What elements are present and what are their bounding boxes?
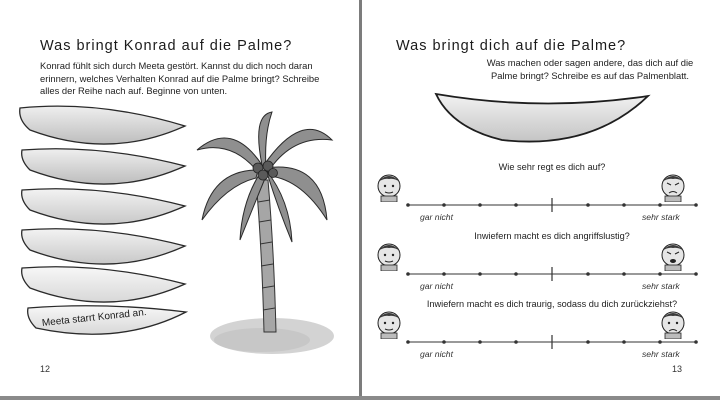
leaf-1[interactable] [20, 106, 185, 144]
scale-3-low-label: gar nicht [420, 349, 453, 359]
left-page-instructions: Konrad fühlt sich durch Meeta gestört. Kannst du dich noch daran erinnern, welches Verhalten Konrad auf die Palme bringt? Schreibe alles der Reihe nach auf. Beginne von unten. [40, 60, 320, 97]
leaf-5[interactable] [22, 267, 185, 302]
palm-leaf-writing-area[interactable] [432, 88, 652, 152]
calm-child-face-icon [374, 170, 404, 202]
angry-child-face-icon [658, 170, 688, 202]
scale-3-question: Inwiefern macht es dich traurig, sodass du dich zurückziehst? [426, 299, 678, 309]
right-page-instructions: Was machen oder sagen andere, das dich auf die Palme bringt? Schreibe es auf das Palmenblatt. [486, 57, 694, 81]
palm-tree-illustration [192, 110, 342, 360]
sad-child-face-icon [658, 307, 688, 339]
left-page [0, 0, 359, 400]
page-number-left: 12 [40, 364, 51, 374]
aggressive-child-face-icon [658, 239, 688, 271]
scale-1-high-label: sehr stark [642, 212, 680, 222]
scale-2-high-label: sehr stark [642, 281, 680, 291]
left-page-heading: Was bringt Konrad auf die Palme? [40, 38, 293, 54]
rating-scale-3 [402, 299, 702, 369]
right-page-heading: Was bringt dich auf die Palme? [396, 38, 627, 54]
calm-child-face-icon [374, 239, 404, 271]
book-bottom-edge [0, 396, 720, 400]
scale-3-line[interactable] [402, 335, 702, 349]
calm-child-face-icon [374, 307, 404, 339]
scale-1-line[interactable] [402, 198, 702, 212]
leaf-3[interactable] [22, 189, 185, 224]
rating-scale-2 [402, 231, 702, 301]
rating-scale-1 [402, 162, 702, 232]
scale-2-low-label: gar nicht [420, 281, 453, 291]
scale-2-line[interactable] [402, 267, 702, 281]
page-number-right: 13 [672, 364, 683, 374]
scale-3-high-label: sehr stark [642, 349, 680, 359]
leaf-entry-text: Meeta starrt Konrad an. [41, 307, 148, 329]
scale-1-question: Wie sehr regt es dich auf? [498, 162, 606, 172]
scale-2-question: Inwiefern macht es dich angriffslustig? [474, 231, 630, 241]
leaf-4[interactable] [22, 229, 185, 264]
right-page [362, 0, 720, 400]
leaf-2[interactable] [22, 149, 185, 184]
scale-1-low-label: gar nicht [420, 212, 453, 222]
